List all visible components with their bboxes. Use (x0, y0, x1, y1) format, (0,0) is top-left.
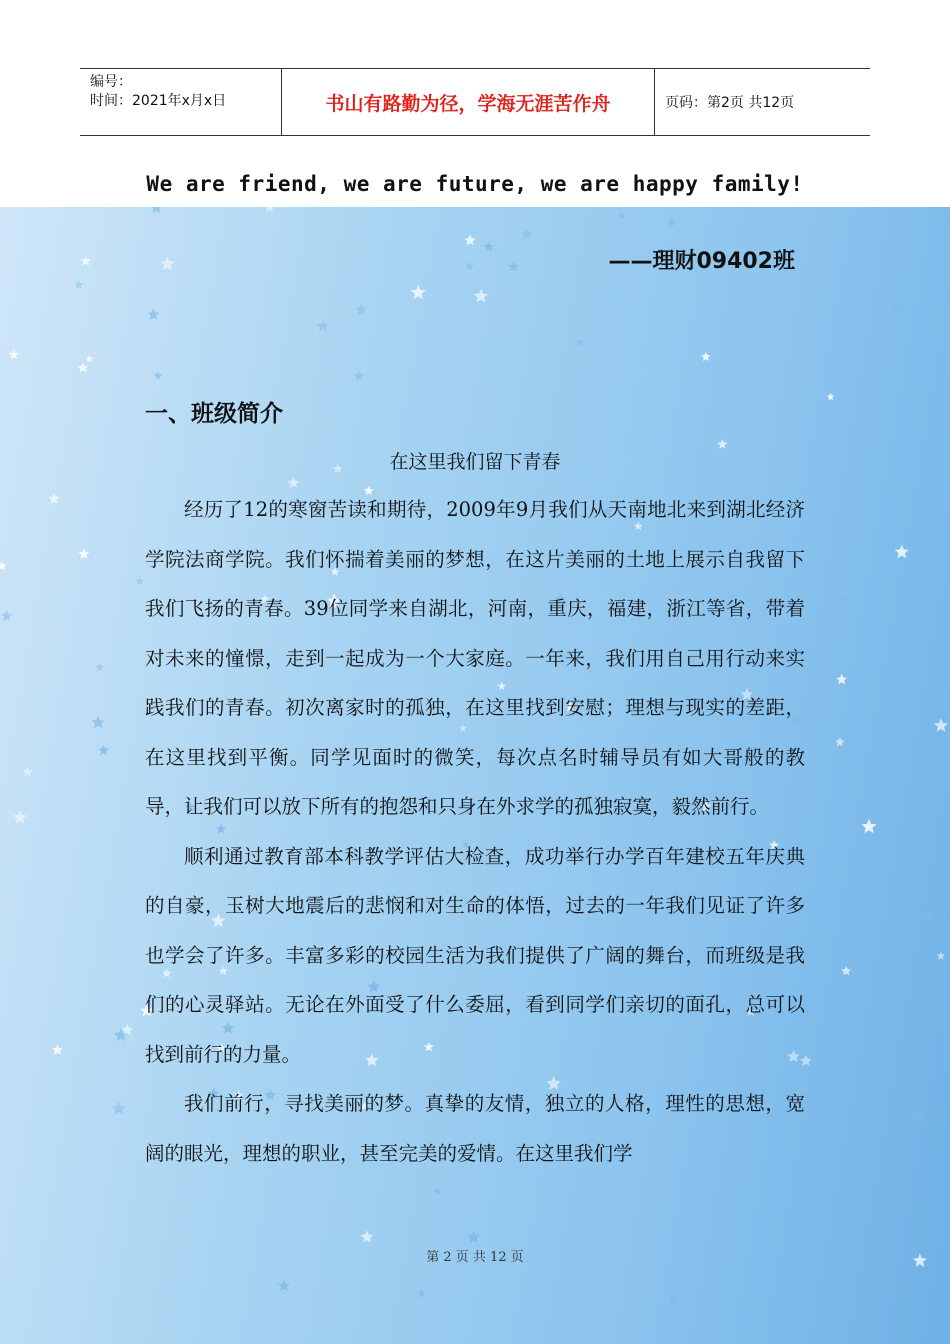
paragraph: 经历了12的寒窗苦读和期待，2009年9月我们从天南地北来到湖北经济学院法商学院。我们怀揣着美丽的梦想，在这片美丽的土地上展示自我留下我们飞扬的青春。39位同学来自湖北，河南，重庆，福建，浙江等省，带着对未来的憧憬，走到一起成为一个大家庭。一年来，我们用自己用行动来实践我们的青春。初次离家时的孤独，在这里找到安慰；理想与现实的差距，在这里找到平衡。同学见面时的微笑，每次点名时辅导员有如大哥般的教导，让我们可以放下所有的抱怨和只身在外求学的孤独寂寞，毅然前行。 (145, 498, 805, 818)
page-footer: 第 2 页 共 12 页 (426, 1250, 524, 1265)
class-motto: We are friend, we are future, we are happy family! (146, 172, 804, 196)
section-title: 一、班级简介 (145, 401, 283, 427)
paragraph: 我们前行，寻找美丽的梦。真挚的友情，独立的人格，理性的思想，宽阔的眼光，理想的职业，甚至完美的爱情。在这里我们学 (145, 1092, 805, 1165)
serial-label: 编号： (90, 74, 132, 90)
body-text (145, 485, 805, 1178)
section-subtitle: 在这里我们留下青春 (389, 451, 561, 473)
header-slogan: 书山有路勤为径，学海无涯苦作舟 (282, 69, 655, 135)
paragraph: 顺利通过教育部本科教学评估大检查，成功举行办学百年建校五年庆典的自豪，玉树大地震后的悲悯和对生命的体悟，过去的一年我们见证了许多也学会了许多。丰富多彩的校园生活为我们提供了广阔的舞台，而班级是我们的心灵驿站。无论在外面受了什么委屈，看到同学们亲切的面孔，总可以找到前行的力量。 (145, 844, 805, 1066)
signature: ——理财09402班 (608, 249, 795, 274)
time-label: 时间：2021年x月x日 (90, 93, 227, 109)
header-page-info: 页码：第2页 共12页 (665, 95, 795, 111)
